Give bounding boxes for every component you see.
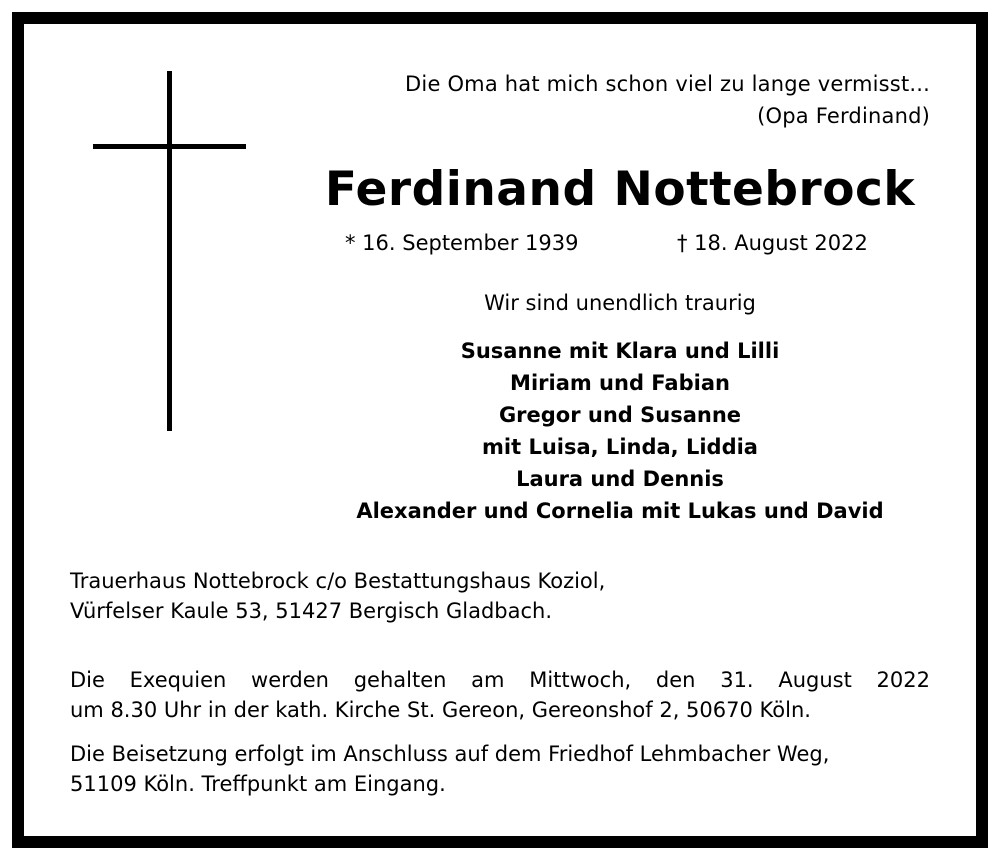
family-list	[300, 335, 940, 527]
family-member-line: Alexander und Cornelia mit Lukas und David	[356, 499, 884, 523]
quote-line-1: Die Oma hat mich schon viel zu lange vermisst...	[405, 72, 930, 96]
cross-vertical-bar	[167, 71, 172, 431]
mourning-line: Wir sind unendlich traurig	[484, 291, 756, 315]
cross-horizontal-bar	[93, 144, 246, 149]
address-line: Vürfelser Kaule 53, 51427 Bergisch Gladbach.	[70, 599, 553, 623]
burial-paragraph	[70, 739, 930, 799]
family-member-line: Miriam und Fabian	[510, 371, 730, 395]
exequien-line: Die Exequien werden gehalten am Mittwoch, den 31. August 2022	[70, 668, 930, 692]
burial-line: 51109 Köln. Treffpunkt am Eingang.	[70, 772, 446, 796]
burial-line: Die Beisetzung erfolgt im Anschluss auf dem Friedhof Lehmbacher Weg,	[70, 742, 830, 766]
family-member-line: Gregor und Susanne	[498, 403, 742, 427]
address-line: Trauerhaus Nottebrock c/o Bestattungshaus Koziol,	[70, 569, 606, 593]
deceased-name: Ferdinand Nottebrock	[324, 162, 916, 217]
family-member-line: Laura und Dennis	[516, 467, 724, 491]
birth-date: * 16. September 1939	[345, 231, 579, 255]
family-member-line: mit Luisa, Linda, Liddia	[482, 435, 758, 459]
family-member-line: Susanne mit Klara und Lilli	[460, 339, 780, 363]
mourning-house-address	[70, 566, 930, 626]
exequien-paragraph	[70, 665, 930, 725]
death-date: † 18. August 2022	[677, 231, 868, 255]
quote-attribution: (Opa Ferdinand)	[757, 104, 930, 128]
exequien-line: um 8.30 Uhr in der kath. Kirche St. Gereon, Gereonshof 2, 50670 Köln.	[70, 698, 811, 722]
